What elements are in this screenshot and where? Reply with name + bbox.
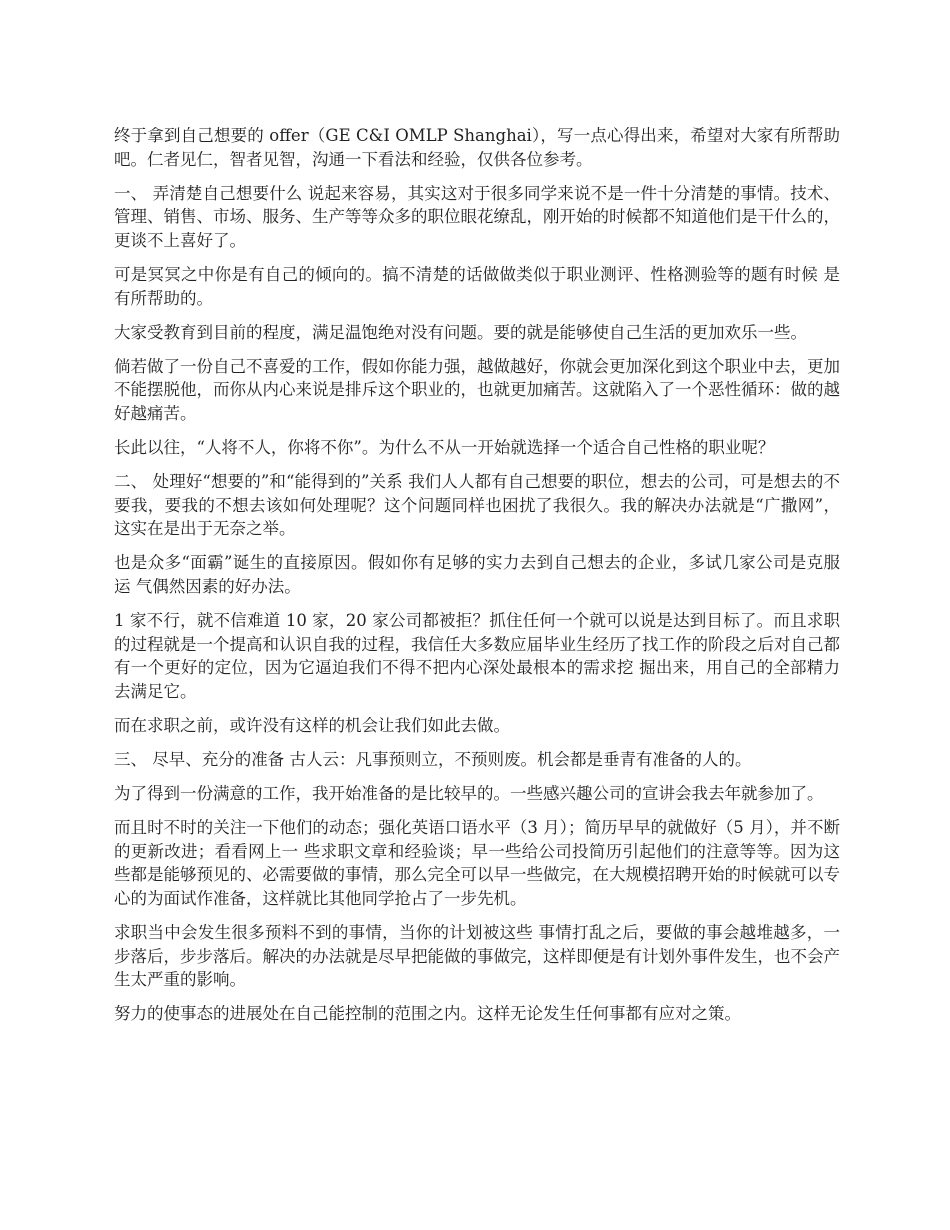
paragraph: 大家受教育到目前的程度，满足温饱绝对没有问题。要的就是能够使自己生活的更加欢乐一些。 <box>114 322 807 342</box>
paragraph-section-2-heading: 二、 处理好“想要的”和“能得到的”关系 我们人人都有自己想要的职位，想去的公司，可是想去的不要我，要我的不想去该如何处理呢？这个问题同样也困扰了我很久。我的解决办法就是“广撒网”，这实在是出于无奈之举。 <box>114 472 840 539</box>
paragraph: 也是众多“面霸”诞生的直接原因。假如你有足够的实力去到自己想去的企业，多试几家公司是克服运 气偶然因素的好办法。 <box>114 553 840 596</box>
paragraph-intro: 终于拿到自己想要的 offer（GE C&I OMLP Shanghai），写一点心得出来，希望对大家有所帮助吧。仁者见仁，智者见智，沟通一下看法和经验，仅供各位参考。 <box>114 126 840 169</box>
paragraph: 倘若做了一份自己不喜爱的工作，假如你能力强，越做越好，你就会更加深化到这个职业中去，更加不能摆脱他，而你从内心来说是排斥这个职业的，也就更加痛苦。这就陷入了一个恶性循环：做的越好越痛苦。 <box>114 356 840 423</box>
paragraph-section-3-heading: 三、 尽早、充分的准备 古人云：凡事预则立，不预则废。机会都是垂青有准备的人的。 <box>114 750 752 770</box>
paragraph: 求职当中会发生很多预料不到的事情，当你的计划被这些 事情打乱之后，要做的事会越堆越多，一步落后，步步落后。解决的办法就是尽早把能做的事做完，这样即便是有计划外事件发生，也不会产生太严重的影响。 <box>114 923 840 990</box>
paragraph-section-1-heading: 一、 弄清楚自己想要什么 说起来容易，其实这对于很多同学来说不是一件十分清楚的事情。技术、管理、销售、市场、服务、生产等等众多的职位眼花缭乱，刚开始的时候都不知道他们是干什么的，更谈不上喜好了。 <box>114 183 840 250</box>
paragraph: 而且时不时的关注一下他们的动态；强化英语口语水平（3 月）；简历早早的就做好（5 月），并不断的更新改进；看看网上一 些求职文章和经验谈；早一些给公司投简历引起他们的注意等等。因为这些都是能够预见的、必需要做的事情，那么完全可以早一些做完，在大规模招聘开始的时候就可以专心的为面试作准备，这样就比其他同学抢占了一步先机。 <box>114 818 840 909</box>
paragraph: 而在求职之前，或许没有这样的机会让我们如此去做。 <box>114 715 510 735</box>
document-body <box>114 124 840 1037</box>
paragraph: 1 家不行，就不信难道 10 家，20 家公司都被拒？抓住任何一个就可以说是达到目标了。而且求职的过程就是一个提高和认识自我的过程，我信任大多数应届毕业生经历了找工作的阶段之后对自己都有一个更好的定位，因为它逼迫我们不得不把内心深处最根本的需求挖 掘出来，用自己的全部精力去满足它。 <box>114 611 840 701</box>
paragraph: 为了得到一份满意的工作，我开始准备的是比较早的。一些感兴趣公司的宣讲会我去年就参加了。 <box>114 784 824 804</box>
paragraph: 可是冥冥之中你是有自己的倾向的。搞不清楚的话做做类似于职业测评、性格测验等的题有时候 是有所帮助的。 <box>114 264 840 308</box>
paragraph: 努力的使事态的进展处在自己能控制的范围之内。这样无论发生任何事都有应对之策。 <box>114 1004 741 1024</box>
paragraph: 长此以往，“人将不人，你将不你”。为什么不从一开始就选择一个适合自己性格的职业呢？ <box>114 438 775 458</box>
